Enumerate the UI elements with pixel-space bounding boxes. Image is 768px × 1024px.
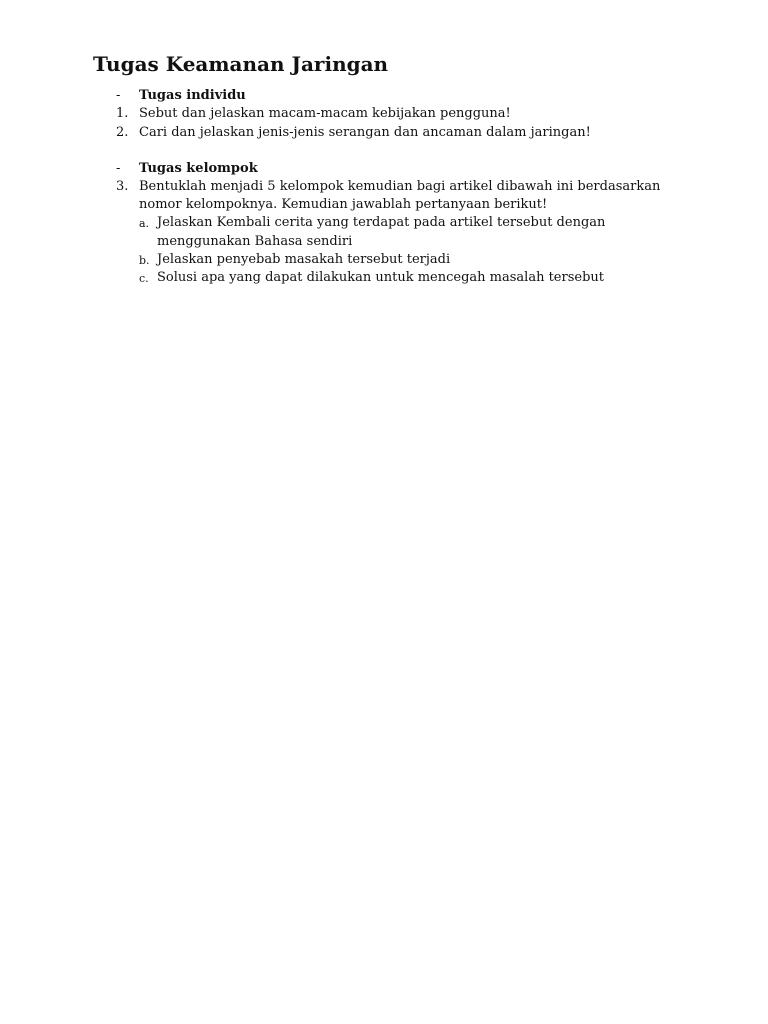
list-item-1: Sebut dan jelaskan macam-macam kebijakan pengguna! bbox=[139, 106, 511, 121]
sublist-marker-b: b. bbox=[139, 254, 150, 267]
group-heading: Tugas kelompok bbox=[139, 161, 258, 176]
group-bullet: - bbox=[116, 161, 121, 176]
list-marker-1: 1. bbox=[116, 106, 129, 121]
list-marker-2: 2. bbox=[116, 125, 129, 140]
list-marker-3: 3. bbox=[116, 179, 129, 194]
sublist-marker-a: a. bbox=[139, 217, 150, 230]
list-item-3-line-2: nomor kelompoknya. Kemudian jawablah pertanyaan berikut! bbox=[139, 197, 548, 212]
list-item-2: Cari dan jelaskan jenis-jenis serangan dan ancaman dalam jaringan! bbox=[139, 125, 591, 140]
sublist-item-b: Jelaskan penyebab masakah tersebut terjadi bbox=[157, 252, 451, 267]
sublist-item-a-line-2: menggunakan Bahasa sendiri bbox=[157, 234, 353, 249]
sublist-item-c: Solusi apa yang dapat dilakukan untuk mencegah masalah tersebut bbox=[157, 270, 604, 285]
individual-bullet: - bbox=[116, 88, 121, 103]
document-title: Tugas Keamanan Jaringan bbox=[93, 52, 389, 76]
individual-heading: Tugas individu bbox=[139, 88, 246, 103]
sublist-marker-c: c. bbox=[139, 272, 149, 285]
list-item-3-line-1: Bentuklah menjadi 5 kelompok kemudian bagi artikel dibawah ini berdasarkan bbox=[139, 179, 661, 194]
sublist-item-a-line-1: Jelaskan Kembali cerita yang terdapat pada artikel tersebut dengan bbox=[157, 215, 606, 230]
